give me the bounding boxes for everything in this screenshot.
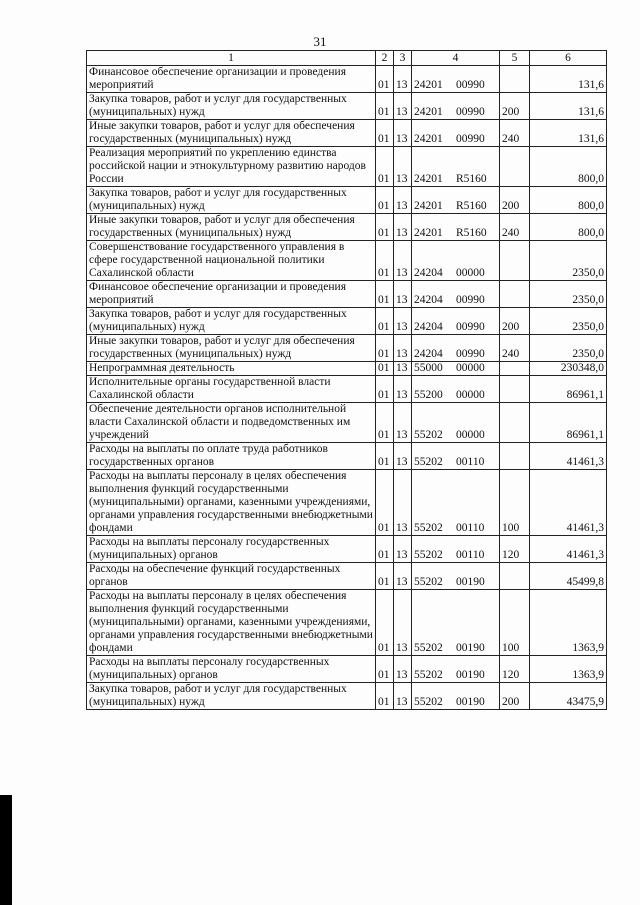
- target-article-direction-code: 00190: [456, 669, 485, 681]
- section-code-cell: 01: [376, 656, 394, 683]
- subsection-code-cell: 13: [394, 563, 412, 590]
- expense-type-cell: [500, 443, 530, 470]
- table-row: [87, 683, 607, 710]
- row-name-cell: Закупка товаров, работ и услуг для государственных (муниципальных) нужд: [87, 93, 376, 120]
- section-code-cell: 01: [376, 443, 394, 470]
- target-article-cell: [412, 683, 500, 710]
- expense-type-cell: 100: [500, 590, 530, 656]
- section-code-cell: 01: [376, 470, 394, 536]
- section-code-cell: 01: [376, 590, 394, 656]
- amount-cell: 2350,0: [530, 335, 607, 362]
- target-article-direction-code: 00110: [456, 522, 485, 534]
- target-article-cell: [412, 403, 500, 443]
- subsection-code-cell: 13: [394, 214, 412, 241]
- amount-cell: 131,6: [530, 120, 607, 147]
- expense-type-cell: 120: [500, 536, 530, 563]
- expense-type-cell: 200: [500, 683, 530, 710]
- expense-type-cell: [500, 403, 530, 443]
- target-article-cell: [412, 187, 500, 214]
- target-article-cell: [412, 376, 500, 403]
- table-row: [87, 120, 607, 147]
- row-name-cell: Иные закупки товаров, работ и услуг для обеспечения государственных (муниципальных) нужд: [87, 214, 376, 241]
- row-name-cell: Закупка товаров, работ и услуг для государственных (муниципальных) нужд: [87, 187, 376, 214]
- target-article-direction-code: 00190: [456, 576, 485, 588]
- target-article-cell: [412, 362, 500, 376]
- table-row: [87, 93, 607, 120]
- row-name-cell: Реализация мероприятий по укреплению единства российской нации и этнокультурному развитию народов России: [87, 147, 376, 187]
- amount-cell: 43475,9: [530, 683, 607, 710]
- target-article-direction-code: R5160: [456, 173, 487, 185]
- target-article-program-code: 24201: [414, 133, 443, 145]
- header-col-5: 5: [500, 51, 530, 66]
- expense-type-cell: [500, 147, 530, 187]
- target-article-direction-code: 00990: [456, 133, 485, 145]
- header-col-2: 2: [376, 51, 394, 66]
- target-article-program-code: 24201: [414, 106, 443, 118]
- section-code-cell: 01: [376, 147, 394, 187]
- target-article-program-code: 24204: [414, 348, 443, 360]
- amount-cell: 800,0: [530, 214, 607, 241]
- amount-cell: 86961,1: [530, 376, 607, 403]
- target-article-direction-code: 00110: [456, 456, 485, 468]
- target-article-cell: [412, 536, 500, 563]
- amount-cell: 86961,1: [530, 403, 607, 443]
- target-article-program-code: 24201: [414, 227, 443, 239]
- table-row: [87, 281, 607, 308]
- expense-type-cell: 240: [500, 120, 530, 147]
- target-article-program-code: 55000: [414, 362, 443, 374]
- table-header-row: [87, 51, 607, 66]
- header-col-3: 3: [394, 51, 412, 66]
- amount-cell: 1363,9: [530, 590, 607, 656]
- subsection-code-cell: 13: [394, 241, 412, 281]
- target-article-program-code: 24201: [414, 79, 443, 91]
- target-article-program-code: 55202: [414, 669, 443, 681]
- subsection-code-cell: 13: [394, 683, 412, 710]
- target-article-cell: [412, 308, 500, 335]
- target-article-cell: [412, 147, 500, 187]
- amount-cell: 1363,9: [530, 656, 607, 683]
- target-article-cell: [412, 470, 500, 536]
- target-article-program-code: 55200: [414, 389, 443, 401]
- subsection-code-cell: 13: [394, 187, 412, 214]
- expense-type-cell: [500, 66, 530, 93]
- target-article-direction-code: 00990: [456, 348, 485, 360]
- target-article-program-code: 55202: [414, 696, 443, 708]
- amount-cell: 2350,0: [530, 308, 607, 335]
- target-article-program-code: 55202: [414, 522, 443, 534]
- target-article-cell: [412, 443, 500, 470]
- table-body: [87, 66, 607, 710]
- table-row: [87, 376, 607, 403]
- expense-type-cell: 120: [500, 656, 530, 683]
- row-name-cell: Расходы на выплаты персоналу государственных (муниципальных) органов: [87, 656, 376, 683]
- target-article-cell: [412, 335, 500, 362]
- budget-table: [86, 50, 607, 710]
- row-name-cell: Совершенствование государственного управления в сфере государственной национальной политики Сахалинской области: [87, 241, 376, 281]
- table-row: [87, 241, 607, 281]
- table-row: [87, 403, 607, 443]
- section-code-cell: 01: [376, 93, 394, 120]
- target-article-direction-code: 00190: [456, 642, 485, 654]
- table-row: [87, 656, 607, 683]
- section-code-cell: 01: [376, 66, 394, 93]
- subsection-code-cell: 13: [394, 470, 412, 536]
- scan-margin-mark: [0, 795, 12, 905]
- table-row: [87, 443, 607, 470]
- subsection-code-cell: 13: [394, 362, 412, 376]
- header-col-6: 6: [530, 51, 607, 66]
- table-row: [87, 563, 607, 590]
- subsection-code-cell: 13: [394, 308, 412, 335]
- table-row: [87, 147, 607, 187]
- target-article-direction-code: R5160: [456, 200, 487, 212]
- amount-cell: 131,6: [530, 93, 607, 120]
- target-article-direction-code: 00990: [456, 294, 485, 306]
- table-row: [87, 335, 607, 362]
- section-code-cell: 01: [376, 120, 394, 147]
- target-article-program-code: 55202: [414, 642, 443, 654]
- target-article-program-code: 55202: [414, 456, 443, 468]
- section-code-cell: 01: [376, 335, 394, 362]
- target-article-program-code: 24204: [414, 267, 443, 279]
- expense-type-cell: [500, 362, 530, 376]
- target-article-program-code: 24201: [414, 200, 443, 212]
- table-row: [87, 187, 607, 214]
- section-code-cell: 01: [376, 241, 394, 281]
- target-article-cell: [412, 241, 500, 281]
- table-row: [87, 536, 607, 563]
- amount-cell: 41461,3: [530, 536, 607, 563]
- amount-cell: 800,0: [530, 147, 607, 187]
- target-article-cell: [412, 66, 500, 93]
- subsection-code-cell: 13: [394, 590, 412, 656]
- section-code-cell: 01: [376, 376, 394, 403]
- section-code-cell: 01: [376, 362, 394, 376]
- amount-cell: 131,6: [530, 66, 607, 93]
- row-name-cell: Закупка товаров, работ и услуг для государственных (муниципальных) нужд: [87, 683, 376, 710]
- expense-type-cell: [500, 281, 530, 308]
- target-article-program-code: 24201: [414, 173, 443, 185]
- target-article-program-code: 24204: [414, 294, 443, 306]
- target-article-cell: [412, 214, 500, 241]
- table-row: [87, 362, 607, 376]
- expense-type-cell: 200: [500, 93, 530, 120]
- subsection-code-cell: 13: [394, 656, 412, 683]
- target-article-program-code: 55202: [414, 549, 443, 561]
- target-article-direction-code: 00990: [456, 321, 485, 333]
- target-article-program-code: 55202: [414, 429, 443, 441]
- amount-cell: 230348,0: [530, 362, 607, 376]
- expense-type-cell: [500, 376, 530, 403]
- section-code-cell: 01: [376, 308, 394, 335]
- subsection-code-cell: 13: [394, 403, 412, 443]
- target-article-cell: [412, 563, 500, 590]
- table-row: [87, 214, 607, 241]
- target-article-direction-code: 00990: [456, 106, 485, 118]
- target-article-direction-code: 00000: [456, 267, 485, 279]
- row-name-cell: Закупка товаров, работ и услуг для государственных (муниципальных) нужд: [87, 308, 376, 335]
- subsection-code-cell: 13: [394, 281, 412, 308]
- section-code-cell: 01: [376, 214, 394, 241]
- section-code-cell: 01: [376, 563, 394, 590]
- row-name-cell: Обеспечение деятельности органов исполнительной власти Сахалинской области и подведомственных им учреждений: [87, 403, 376, 443]
- table-row: [87, 470, 607, 536]
- target-article-direction-code: 00000: [456, 429, 485, 441]
- amount-cell: 41461,3: [530, 443, 607, 470]
- section-code-cell: 01: [376, 187, 394, 214]
- target-article-direction-code: 00990: [456, 79, 485, 91]
- row-name-cell: Иные закупки товаров, работ и услуг для обеспечения государственных (муниципальных) нужд: [87, 335, 376, 362]
- target-article-cell: [412, 656, 500, 683]
- expense-type-cell: 240: [500, 335, 530, 362]
- table-row: [87, 590, 607, 656]
- subsection-code-cell: 13: [394, 147, 412, 187]
- row-name-cell: Расходы на выплаты персоналу в целях обеспечения выполнения функций государственными (муниципальными) органами, казенными учреждениями, органами управления государственными внебюджетными фондами: [87, 590, 376, 656]
- expense-type-cell: 100: [500, 470, 530, 536]
- amount-cell: 45499,8: [530, 563, 607, 590]
- section-code-cell: 01: [376, 403, 394, 443]
- amount-cell: 2350,0: [530, 281, 607, 308]
- row-name-cell: Непрограммная деятельность: [87, 362, 376, 376]
- target-article-direction-code: 00190: [456, 696, 485, 708]
- subsection-code-cell: 13: [394, 443, 412, 470]
- section-code-cell: 01: [376, 683, 394, 710]
- subsection-code-cell: 13: [394, 376, 412, 403]
- table-row: [87, 66, 607, 93]
- amount-cell: 800,0: [530, 187, 607, 214]
- row-name-cell: Расходы на выплаты персоналу государственных (муниципальных) органов: [87, 536, 376, 563]
- expense-type-cell: [500, 563, 530, 590]
- target-article-direction-code: 00110: [456, 549, 485, 561]
- row-name-cell: Исполнительные органы государственной власти Сахалинской области: [87, 376, 376, 403]
- subsection-code-cell: 13: [394, 93, 412, 120]
- expense-type-cell: [500, 241, 530, 281]
- expense-type-cell: 240: [500, 214, 530, 241]
- amount-cell: 41461,3: [530, 470, 607, 536]
- row-name-cell: Финансовое обеспечение организации и проведения мероприятий: [87, 66, 376, 93]
- row-name-cell: Расходы на выплаты по оплате труда работников государственных органов: [87, 443, 376, 470]
- target-article-cell: [412, 93, 500, 120]
- target-article-direction-code: 00000: [456, 362, 485, 374]
- header-col-4: 4: [412, 51, 500, 66]
- target-article-direction-code: 00000: [456, 389, 485, 401]
- row-name-cell: Финансовое обеспечение организации и проведения мероприятий: [87, 281, 376, 308]
- row-name-cell: Иные закупки товаров, работ и услуг для обеспечения государственных (муниципальных) нужд: [87, 120, 376, 147]
- section-code-cell: 01: [376, 281, 394, 308]
- subsection-code-cell: 13: [394, 335, 412, 362]
- row-name-cell: Расходы на обеспечение функций государственных органов: [87, 563, 376, 590]
- page-number: 31: [313, 34, 327, 49]
- target-article-cell: [412, 590, 500, 656]
- target-article-program-code: 24204: [414, 321, 443, 333]
- target-article-cell: [412, 120, 500, 147]
- subsection-code-cell: 13: [394, 536, 412, 563]
- target-article-cell: [412, 281, 500, 308]
- expense-type-cell: 200: [500, 308, 530, 335]
- header-col-1: 1: [87, 51, 376, 66]
- target-article-program-code: 55202: [414, 576, 443, 588]
- subsection-code-cell: 13: [394, 120, 412, 147]
- table-row: [87, 308, 607, 335]
- section-code-cell: 01: [376, 536, 394, 563]
- row-name-cell: Расходы на выплаты персоналу в целях обеспечения выполнения функций государственными (муниципальными) органами, казенными учреждениями, органами управления государственными внебюджетными фондами: [87, 470, 376, 536]
- expense-type-cell: 200: [500, 187, 530, 214]
- subsection-code-cell: 13: [394, 66, 412, 93]
- amount-cell: 2350,0: [530, 241, 607, 281]
- target-article-direction-code: R5160: [456, 227, 487, 239]
